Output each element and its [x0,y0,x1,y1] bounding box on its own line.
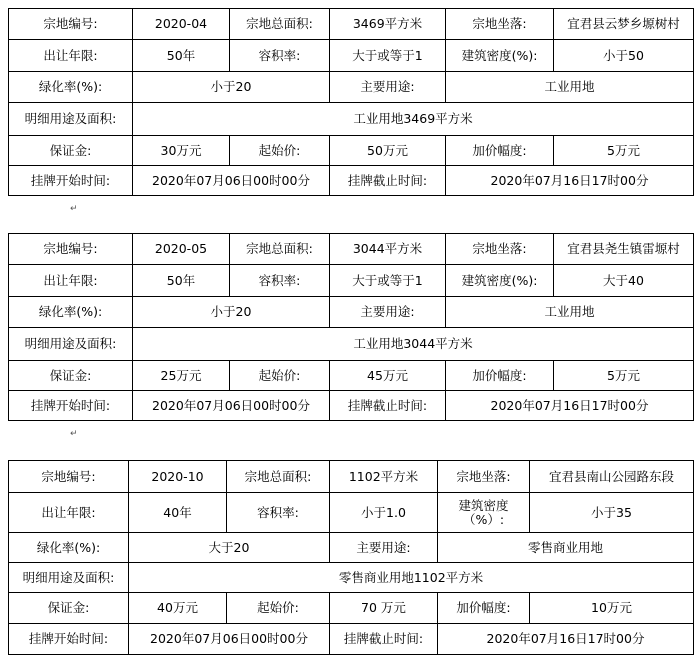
row-deposit [9,361,694,391]
row-deposit [9,136,694,166]
value-detail: 工业用地3469平方米 [133,103,694,136]
value-use: 工业用地 [446,72,694,103]
value-list-end: 2020年07月16日17时00分 [446,391,694,421]
value-term: 50年 [133,40,230,72]
label-plot-ratio: 容积率: [230,40,330,72]
parcel-table-1 [8,8,694,196]
row-parcel-no [9,234,694,265]
label-green: 绿化率(%): [9,72,133,103]
label-use: 主要用途: [330,72,446,103]
value-green: 小于20 [133,297,330,328]
value-increment: 10万元 [530,593,694,624]
row-green [9,72,694,103]
value-deposit: 40万元 [129,593,227,624]
label-parcel-no: 宗地编号: [9,9,133,40]
label-plot-ratio: 容积率: [227,493,330,533]
row-listing-time [9,391,694,421]
value-detail: 工业用地3044平方米 [133,328,694,361]
value-density: 小于50 [554,40,694,72]
value-deposit: 30万元 [133,136,230,166]
row-term [9,40,694,72]
label-density: 建筑密度（%）: [438,493,530,533]
label-use: 主要用途: [330,533,438,563]
label-deposit: 保证金: [9,593,129,624]
value-list-end: 2020年07月16日17时00分 [438,624,694,655]
parcel-table-3 [8,460,694,655]
value-location: 宜君县尧生镇雷塬村 [554,234,694,265]
label-density: 建筑密度(%): [446,265,554,297]
value-parcel-no: 2020-04 [133,9,230,40]
row-green [9,533,694,563]
value-start-price: 45万元 [330,361,446,391]
label-total-area: 宗地总面积: [230,234,330,265]
row-green [9,297,694,328]
value-list-start: 2020年07月06日00时00分 [133,166,330,196]
label-total-area: 宗地总面积: [227,461,330,493]
value-plot-ratio: 大于或等于1 [330,40,446,72]
label-green: 绿化率(%): [9,533,129,563]
value-list-start: 2020年07月06日00时00分 [133,391,330,421]
label-density: 建筑密度(%): [446,40,554,72]
value-green: 小于20 [133,72,330,103]
value-plot-ratio: 大于或等于1 [330,265,446,297]
label-parcel-no: 宗地编号: [9,461,129,493]
label-increment: 加价幅度: [446,361,554,391]
row-detail [9,103,694,136]
label-list-end: 挂牌截止时间: [330,166,446,196]
value-location: 宜君县云梦乡塬树村 [554,9,694,40]
row-listing-time [9,166,694,196]
value-use: 零售商业用地 [438,533,694,563]
label-term: 出让年限: [9,265,133,297]
label-total-area: 宗地总面积: [230,9,330,40]
value-list-start: 2020年07月06日00时00分 [129,624,330,655]
label-list-end: 挂牌截止时间: [330,624,438,655]
label-parcel-no: 宗地编号: [9,234,133,265]
label-deposit: 保证金: [9,136,133,166]
value-detail: 零售商业用地1102平方米 [129,563,694,593]
value-parcel-no: 2020-05 [133,234,230,265]
value-total-area: 1102平方米 [330,461,438,493]
row-term [9,493,694,533]
parcel-table-2 [8,233,694,421]
value-parcel-no: 2020-10 [129,461,227,493]
label-increment: 加价幅度: [438,593,530,624]
value-density: 大于40 [554,265,694,297]
label-detail: 明细用途及面积: [9,103,133,136]
value-increment: 5万元 [554,361,694,391]
value-density: 小于35 [530,493,694,533]
label-detail: 明细用途及面积: [9,563,129,593]
value-total-area: 3469平方米 [330,9,446,40]
label-increment: 加价幅度: [446,136,554,166]
row-deposit [9,593,694,624]
value-term: 50年 [133,265,230,297]
value-plot-ratio: 小于1.0 [330,493,438,533]
label-start-price: 起始价: [230,361,330,391]
label-list-start: 挂牌开始时间: [9,166,133,196]
value-location: 宜君县南山公园路东段 [530,461,694,493]
label-green: 绿化率(%): [9,297,133,328]
value-green: 大于20 [129,533,330,563]
label-term: 出让年限: [9,40,133,72]
row-listing-time [9,624,694,655]
label-list-start: 挂牌开始时间: [9,624,129,655]
label-use: 主要用途: [330,297,446,328]
value-total-area: 3044平方米 [330,234,446,265]
label-location: 宗地坐落: [446,234,554,265]
label-list-end: 挂牌截止时间: [330,391,446,421]
value-deposit: 25万元 [133,361,230,391]
row-parcel-no [9,461,694,493]
value-term: 40年 [129,493,227,533]
value-increment: 5万元 [554,136,694,166]
row-term [9,265,694,297]
label-location: 宗地坐落: [438,461,530,493]
value-start-price: 70 万元 [330,593,438,624]
label-term: 出让年限: [9,493,129,533]
row-detail [9,563,694,593]
label-deposit: 保证金: [9,361,133,391]
value-start-price: 50万元 [330,136,446,166]
label-list-start: 挂牌开始时间: [9,391,133,421]
label-plot-ratio: 容积率: [230,265,330,297]
label-detail: 明细用途及面积: [9,328,133,361]
row-detail [9,328,694,361]
paragraph-mark: ↵ [70,204,78,214]
label-start-price: 起始价: [230,136,330,166]
row-parcel-no [9,9,694,40]
value-list-end: 2020年07月16日17时00分 [446,166,694,196]
paragraph-mark: ↵ [70,429,78,439]
label-start-price: 起始价: [227,593,330,624]
value-use: 工业用地 [446,297,694,328]
label-location: 宗地坐落: [446,9,554,40]
